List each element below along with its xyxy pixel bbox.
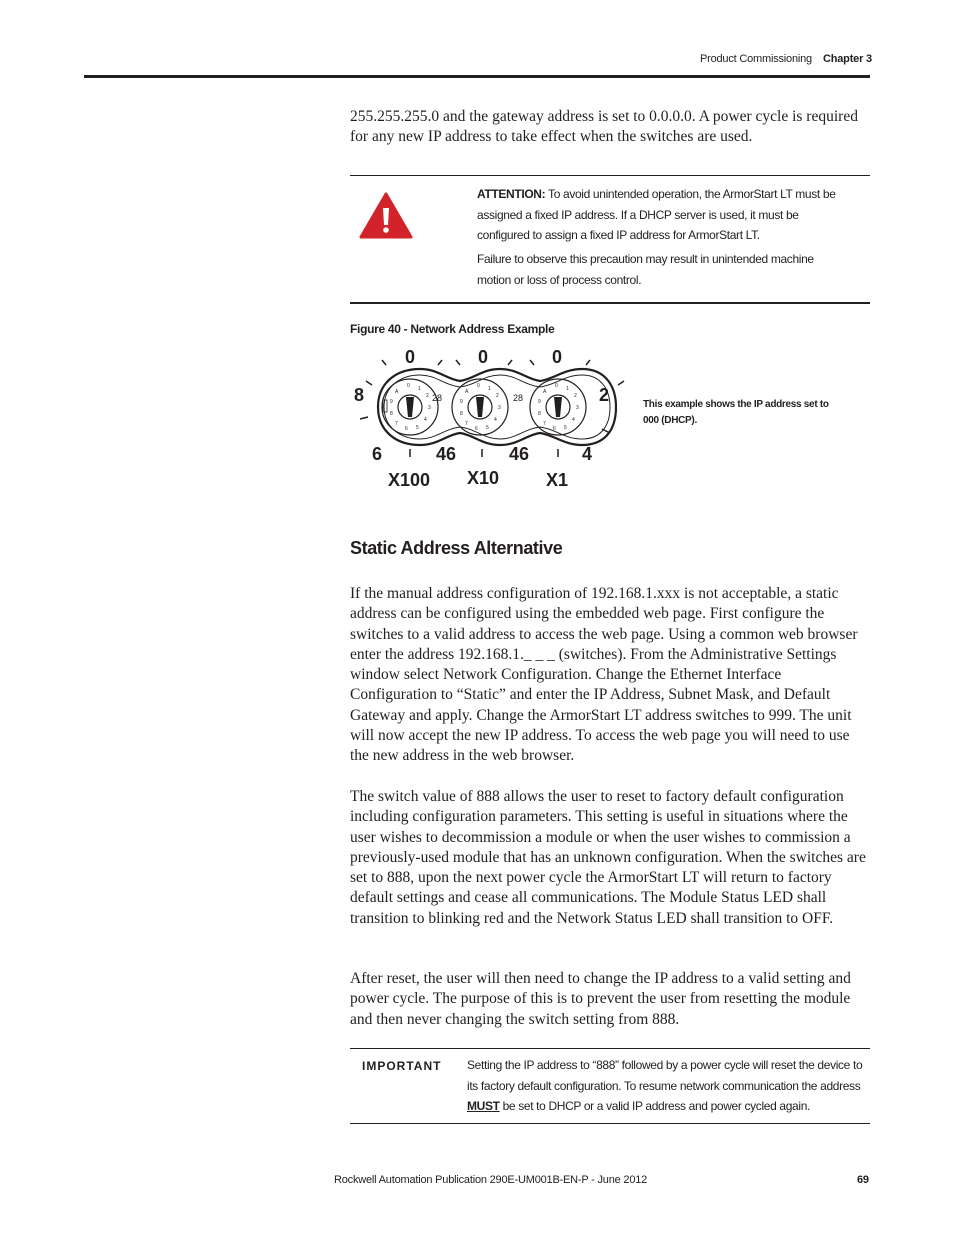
switch-x1-multiplier-label: X1: [546, 470, 569, 490]
switch-x1-zero-label: 0: [552, 347, 563, 367]
svg-text:0: 0: [477, 383, 480, 389]
svg-text:0: 0: [407, 383, 410, 389]
important-bottom-rule: [350, 1123, 870, 1124]
svg-text:6: 6: [475, 426, 478, 432]
svg-text:8: 8: [390, 411, 393, 417]
svg-text:8: 8: [538, 411, 541, 417]
svg-text:2: 2: [426, 393, 429, 399]
svg-text:A: A: [465, 389, 469, 395]
attention-paragraph-2: Failure to observe this precaution may result in unintended machine motion or loss of process control.: [477, 252, 814, 287]
svg-text:A: A: [395, 389, 399, 395]
svg-text:3: 3: [428, 405, 431, 411]
svg-text:1: 1: [488, 386, 491, 392]
switch-x100-forty-six-label: 46: [436, 444, 457, 464]
svg-text:6: 6: [553, 426, 556, 432]
header-rule: [84, 75, 870, 78]
switch-x100-multiplier-label: X100: [388, 470, 431, 490]
svg-text:A: A: [543, 389, 547, 395]
switch-x100-inner-label: 28: [432, 393, 443, 403]
svg-text:0: 0: [555, 383, 558, 389]
switch-x1-dial: [530, 379, 586, 435]
svg-text:3: 3: [498, 405, 501, 411]
warning-triangle-icon: [358, 191, 414, 241]
important-text: [467, 1055, 867, 1117]
svg-text:2: 2: [574, 393, 577, 399]
switch-x10-multiplier-label: X10: [467, 468, 500, 488]
switch-x1-two-label: 2: [599, 385, 610, 405]
switch-x100-zero-label: 0: [405, 347, 416, 367]
important-top-rule: [350, 1048, 870, 1049]
svg-text:4: 4: [424, 417, 427, 423]
switch-x10-zero-label: 0: [478, 347, 489, 367]
switch-x100-eight-label: 8: [354, 385, 365, 405]
important-text-before: Setting the IP address to “888” followed by a power cycle will reset the device to its factory default configuration. To resume network communication the address: [467, 1058, 863, 1093]
important-text-after: be set to DHCP or a valid IP address and power cycled again.: [499, 1099, 811, 1113]
switch-x1-four-label: 4: [582, 444, 593, 464]
paragraph-after-reset: After reset, the user will then need to change the IP address to a valid setting and power cycle. The purpose of this is to prevent the user from resetting the module and then never changing the switch setting from 888.: [350, 970, 851, 1028]
svg-text:1: 1: [418, 386, 421, 392]
svg-text:7: 7: [395, 421, 398, 427]
figure-caption: Figure 40 - Network Address Example: [350, 322, 555, 336]
attention-text-1: To avoid unintended operation, the ArmorStart LT must be assigned a fixed IP address. If a DHCP server is used, it must be configured to assign a fixed IP address for ArmorStart LT.: [477, 187, 836, 242]
page-number: 69: [857, 1174, 869, 1186]
attention-label: ATTENTION:: [477, 187, 546, 201]
svg-text:7: 7: [465, 421, 468, 427]
svg-text:3: 3: [576, 405, 579, 411]
footer-publication: Rockwell Automation Publication 290E-UM001B-EN-P - June 2012: [334, 1174, 648, 1186]
svg-text:5: 5: [486, 425, 489, 431]
switch-x100-dial: [382, 379, 438, 435]
intro-paragraph: 255.255.255.0 and the gateway address is set to 0.0.0.0. A power cycle is required for any new IP address to take effect when the switches are used.: [350, 108, 858, 146]
svg-text:9: 9: [538, 399, 541, 405]
paragraph-static-address: If the manual address configuration of 192.168.1.xxx is not acceptable, a static address can be configured using the embedded web page. First configure the switches to a valid address to access the web page. Using a common web browser enter the address 192.168.1._ _ _ (switches). From the Administrative Settings window select Network Configuration. Change the Ethernet Interface Configuration to “Static” and enter the IP Address, Subnet Mask, and Default Gateway and apply. Change the ArmorStart LT address switches to 999. The unit will now accept the new IP address. To access the web page you will need to use the new address in the web browser.: [350, 585, 858, 765]
running-header-chapter: Chapter 3: [823, 53, 872, 65]
rotary-switch-figure: [350, 345, 630, 495]
svg-text:4: 4: [494, 417, 497, 423]
svg-text:7: 7: [543, 421, 546, 427]
attention-paragraph-1: [477, 184, 849, 246]
switch-x100-six-label: 6: [372, 444, 383, 464]
svg-text:8: 8: [460, 411, 463, 417]
important-label: IMPORTANT: [362, 1059, 442, 1073]
svg-text:1: 1: [566, 386, 569, 392]
figure-note: This example shows the IP address set to 000 (DHCP).: [643, 399, 829, 426]
svg-text:5: 5: [564, 425, 567, 431]
paragraph-switch-888: The switch value of 888 allows the user to reset to factory default configuration including configuration parameters. This setting is useful in situations where the user wishes to decommission a module or when the user wishes to commission a previously-used module that has an unknown configuration. When the switches are set to 888, upon the next power cycle the ArmorStart LT will return to factory default settings and cease all communications. The Module Status LED shall transition to blinking red and the Network Status LED shall transition to OFF.: [350, 788, 866, 927]
running-header-section: Product Commissioning: [700, 53, 812, 65]
switch-x10-inner-label: 28: [513, 393, 524, 403]
svg-text:6: 6: [405, 426, 408, 432]
svg-text:2: 2: [496, 393, 499, 399]
important-emphasis: MUST: [467, 1099, 500, 1113]
switch-x10-dial: [452, 379, 508, 435]
attention-top-rule: [350, 175, 870, 176]
attention-bottom-rule: [350, 302, 870, 304]
svg-text:4: 4: [572, 417, 575, 423]
svg-text:9: 9: [460, 399, 463, 405]
switch-x10-forty-six-label: 46: [509, 444, 530, 464]
svg-text:9: 9: [390, 399, 393, 405]
section-heading: Static Address Alternative: [350, 538, 563, 558]
svg-text:5: 5: [416, 425, 419, 431]
